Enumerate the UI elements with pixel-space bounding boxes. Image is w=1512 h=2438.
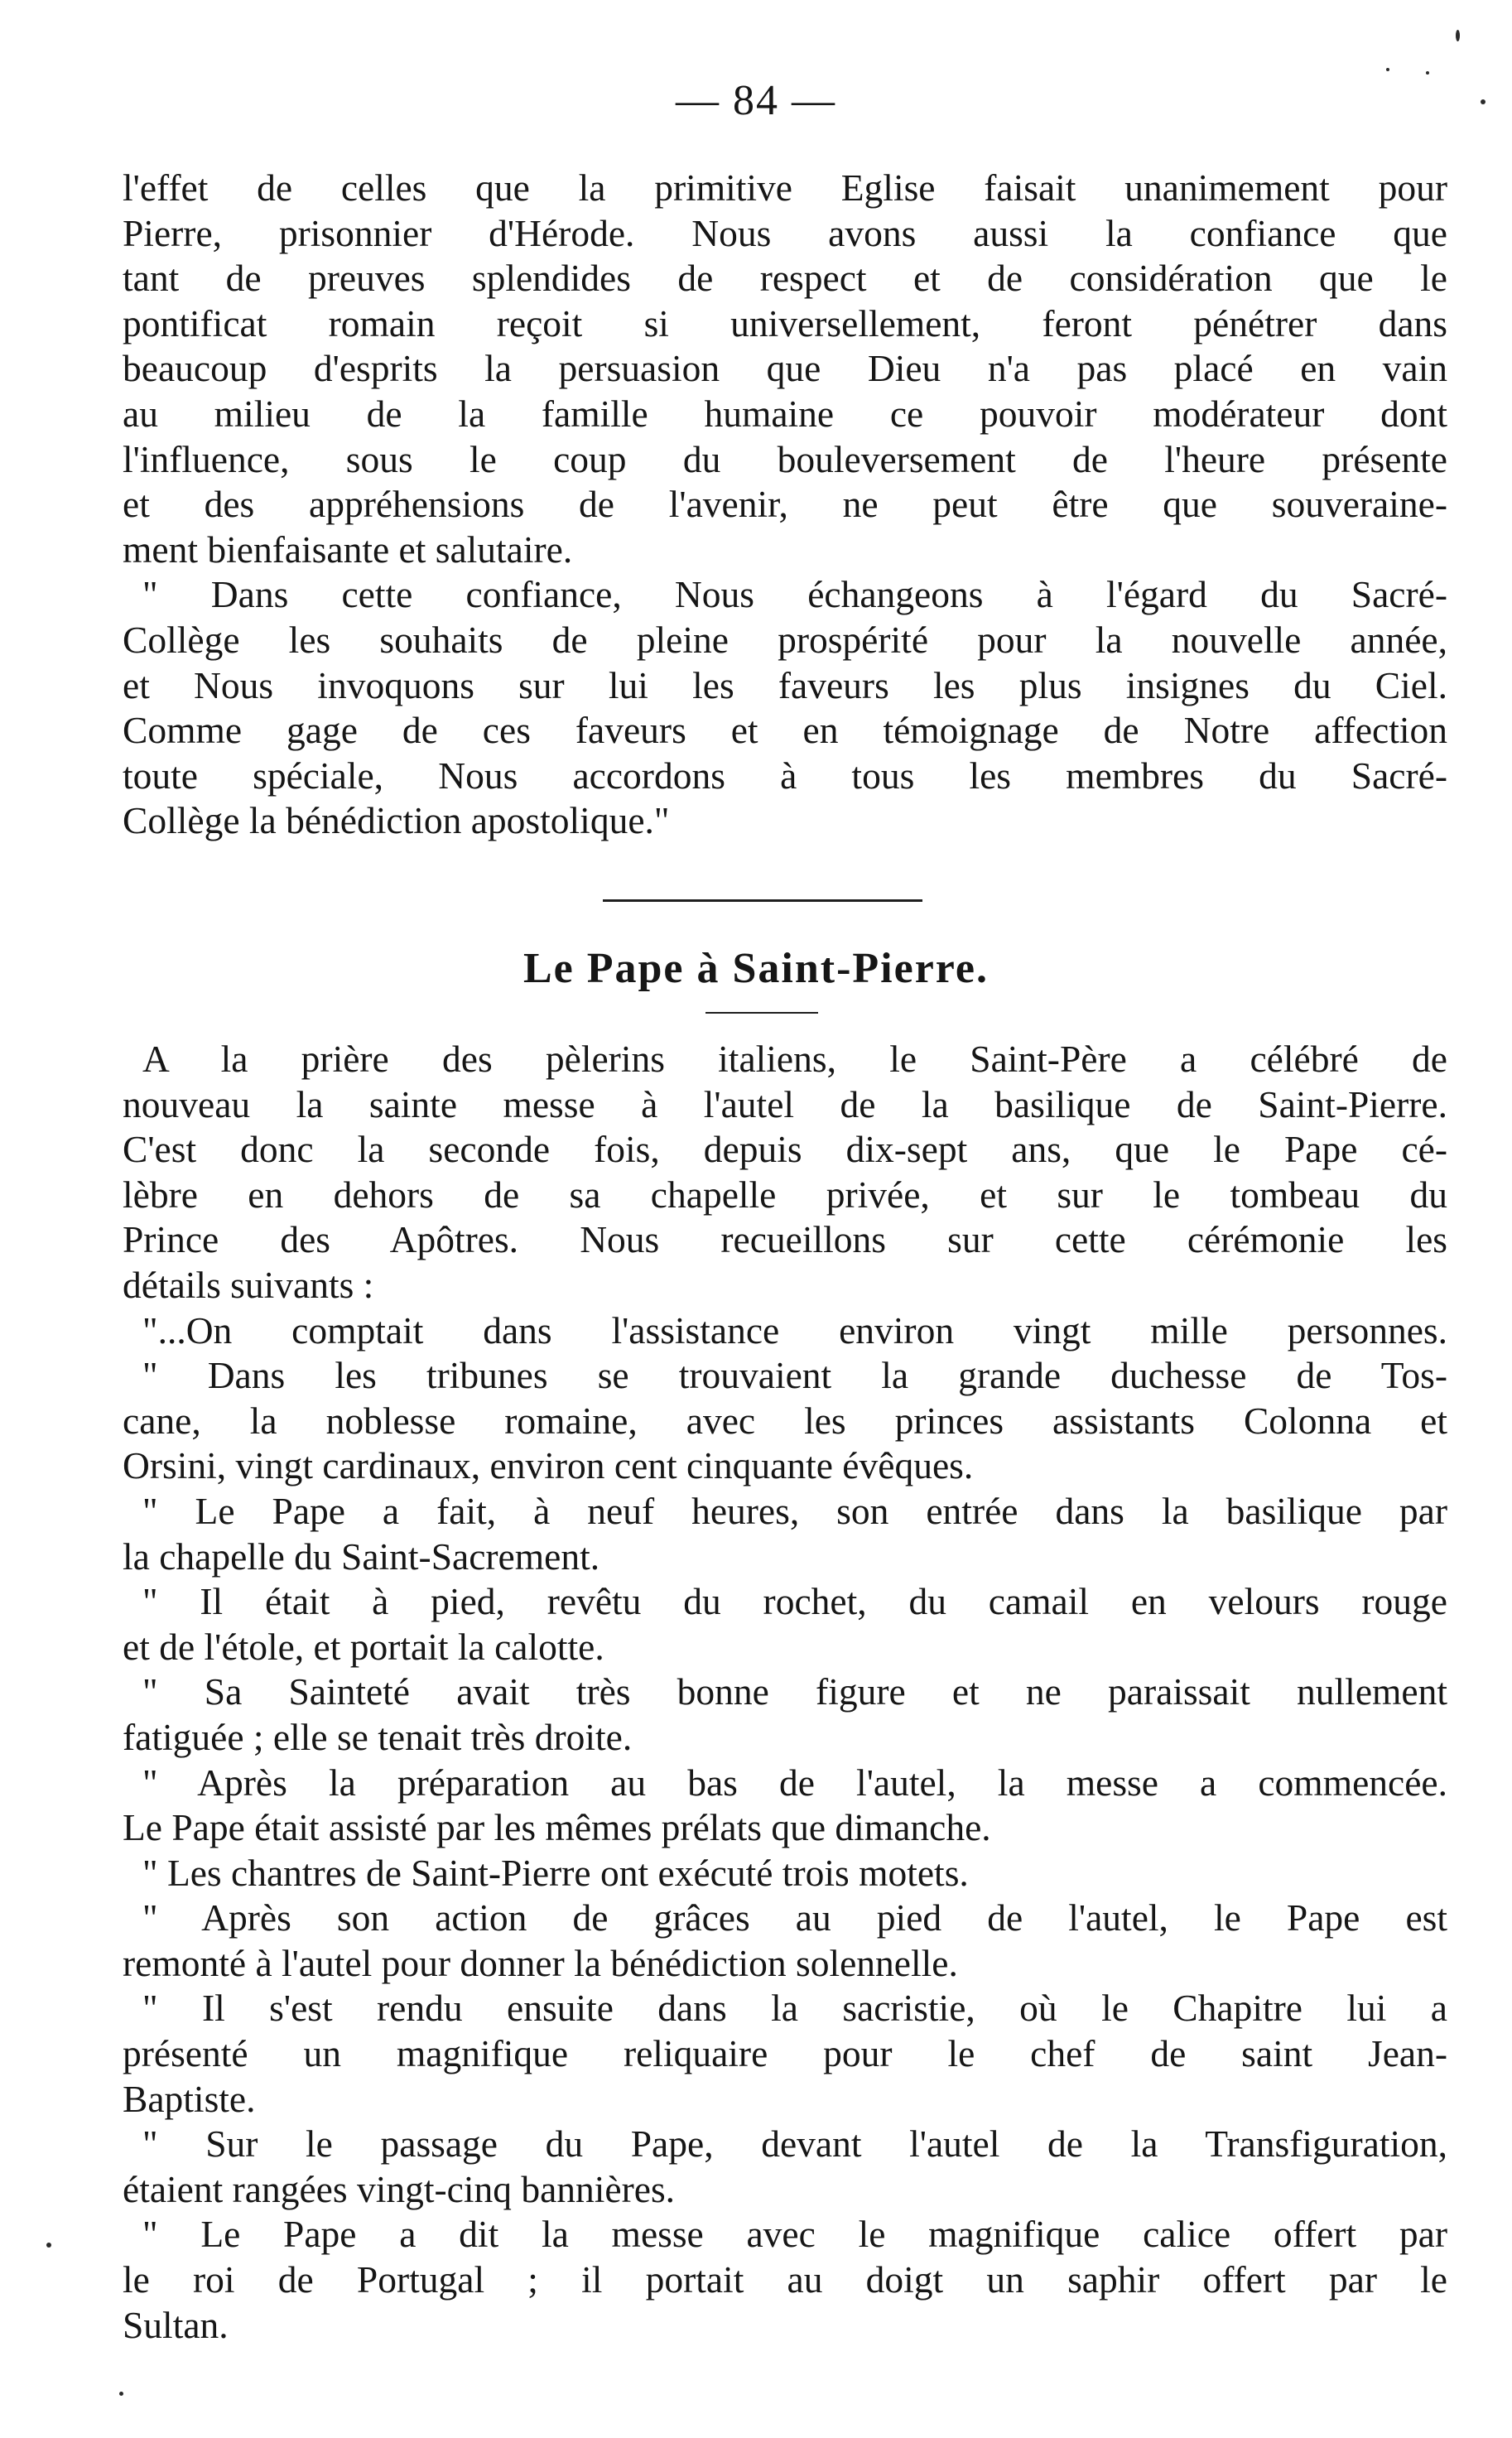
text-line: étaient rangées vingt-cinq bannières. — [123, 2167, 676, 2210]
text-line: A la prière des pèlerins italiens, le Saint-Père a célébré de — [142, 1038, 1447, 1080]
text-line: détails suivants : — [123, 1263, 374, 1306]
scan-speck — [1481, 99, 1486, 104]
text-line: " Les chantres de Saint-Pierre ont exécuté trois motets. — [142, 1851, 969, 1894]
text-line: " Il s'est rendu ensuite dans la sacristie, où le Chapitre lui a — [142, 1987, 1447, 2030]
text-line: nouveau la sainte messe à l'autel de la basilique de Saint-Pierre. — [123, 1082, 1447, 1125]
text-line: " Le Pape a fait, à neuf heures, son entrée dans la basilique par — [142, 1489, 1447, 1532]
text-line: Pierre, prisonnier d'Hérode. Nous avons aussi la confiance que — [123, 211, 1447, 254]
text-line: le roi de Portugal ; il portait au doigt un saphir offert par le — [123, 2258, 1447, 2301]
text-line: beaucoup d'esprits la persuasion que Dieu n'a pas placé en vain — [123, 347, 1447, 390]
scan-speck — [119, 2392, 123, 2396]
text-line: Baptiste. — [123, 2077, 256, 2120]
text-line: et des appréhensions de l'avenir, ne peut être que souveraine- — [123, 483, 1447, 526]
text-line: Collège la bénédiction apostolique." — [123, 799, 670, 842]
paragraph-1 — [123, 166, 1447, 572]
scan-speck — [46, 2243, 51, 2248]
text-line: tant de preuves splendides de respect et de considération que le — [123, 257, 1447, 300]
section-title: Le Pape à Saint-Pierre. — [522, 945, 990, 992]
section-body — [123, 1037, 1447, 2348]
text-line: au milieu de la famille humaine ce pouvoir modérateur dont — [123, 392, 1447, 435]
section-divider — [603, 899, 922, 902]
text-line: Prince des Apôtres. Nous recueillons sur cette cérémonie les — [123, 1218, 1447, 1261]
text-line: et Nous invoquons sur lui les faveurs les plus insignes du Ciel. — [123, 663, 1447, 706]
text-line: " Après son action de grâces au pied de l'autel, le Pape est — [142, 1896, 1447, 1939]
text-line: "...On comptait dans l'assistance environ vingt mille personnes. — [142, 1308, 1447, 1352]
scan-speck — [1386, 68, 1389, 71]
letter-continuation — [123, 166, 1447, 844]
text-line: " Dans les tribunes se trouvaient la grande duchesse de Tos- — [142, 1354, 1447, 1397]
text-line: Comme gage de ces faveurs et en témoignage de Notre affection — [123, 709, 1447, 752]
text-line: " Sa Sainteté avait très bonne figure et ne paraissait nullement — [142, 1670, 1447, 1713]
text-line: l'influence, sous le coup du bouleversement de l'heure présente — [123, 437, 1447, 480]
text-line: " Dans cette confiance, Nous échangeons à l'égard du Sacré- — [142, 573, 1447, 616]
scan-speck — [1426, 71, 1429, 75]
text-line: Le Pape était assisté par les mêmes prélats que dimanche. — [123, 1806, 991, 1849]
text-line: " Après la préparation au bas de l'autel, la messe a commencée. — [142, 1761, 1447, 1804]
text-line: fatiguée ; elle se tenait très droite. — [123, 1715, 633, 1758]
text-line: cane, la noblesse romaine, avec les princes assistants Colonna et — [123, 1399, 1447, 1442]
text-line: toute spéciale, Nous accordons à tous les membres du Sacré- — [123, 754, 1447, 797]
paragraph-2 — [123, 572, 1447, 844]
text-line: et de l'étole, et portait la calotte. — [123, 1625, 604, 1668]
text-line: ment bienfaisante et salutaire. — [123, 528, 573, 571]
text-line: " Le Pape a dit la messe avec le magnifique calice offert par — [142, 2213, 1447, 2256]
text-line: Sultan. — [123, 2303, 229, 2346]
text-line: C'est donc la seconde fois, depuis dix-sept ans, que le Pape cé- — [123, 1128, 1447, 1171]
text-line: lèbre en dehors de sa chapelle privée, et sur le tombeau du — [123, 1173, 1447, 1216]
text-line: Orsini, vingt cardinaux, environ cent cinquante évêques. — [123, 1444, 974, 1487]
text-line: " Sur le passage du Pape, devant l'autel de la Transfiguration, — [142, 2122, 1447, 2166]
text-line: présenté un magnifique reliquaire pour le chef de saint Jean- — [123, 2032, 1447, 2075]
text-line: l'effet de celles que la primitive Eglise faisait unanimement pour — [123, 166, 1447, 209]
title-underline — [705, 1012, 818, 1014]
text-line: Collège les souhaits de pleine prospérité pour la nouvelle année, — [123, 618, 1447, 661]
scan-speck — [1456, 30, 1460, 41]
text-line: la chapelle du Saint-Sacrement. — [123, 1535, 600, 1578]
text-line: pontificat romain reçoit si universellement, feront pénétrer dans — [123, 301, 1447, 344]
text-line: remonté à l'autel pour donner la bénédiction solennelle. — [123, 1941, 958, 1984]
page-number: — 84 — — [676, 77, 836, 124]
text-line: " Il était à pied, revêtu du rochet, du camail en velours rouge — [142, 1580, 1447, 1623]
